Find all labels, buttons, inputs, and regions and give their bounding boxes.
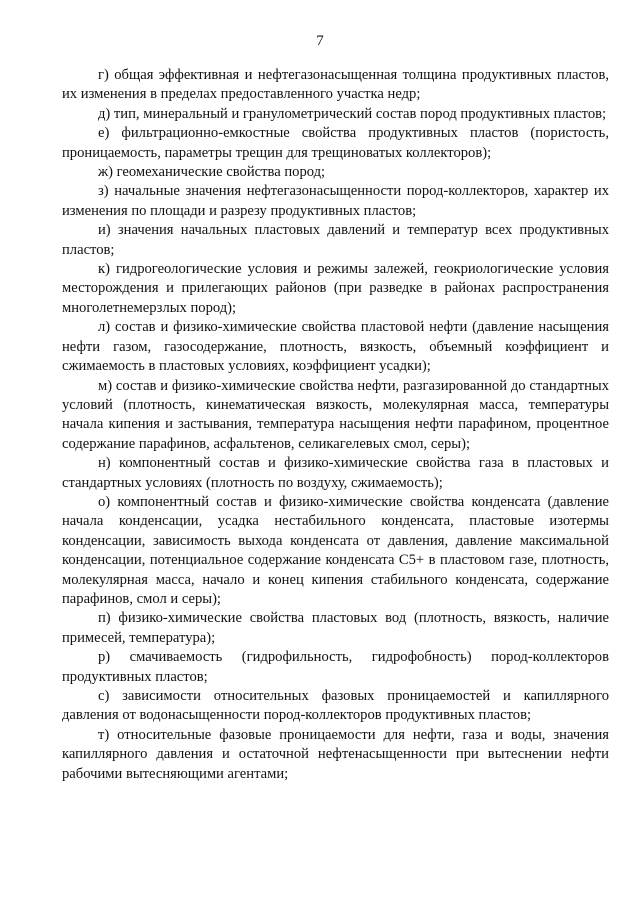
paragraph-g: г) общая эффективная и нефтегазонасыщенная толщина продуктивных пластов, их изменения в пределах предоставленного участка недр; (62, 67, 609, 103)
page-number: 7 (316, 33, 324, 49)
paragraph-k: к) гидрогеологические условия и режимы залежей, геокриологические условия месторождения и прилегающих районов (при разведке в районах распространения многолетнемерзлых пород); (62, 261, 609, 316)
document-body (62, 66, 609, 784)
paragraph-r: р) смачиваемость (гидрофильность, гидрофобность) пород-коллекторов продуктивных пластов; (62, 649, 609, 685)
paragraph-z: з) начальные значения нефтегазонасыщенности пород-коллекторов, характер их изменения по площади и разрезу продуктивных пластов; (62, 183, 609, 219)
paragraph-o: о) компонентный состав и физико-химические свойства конденсата (давление начала конденсации, усадка нестабильного конденсата, пластовые изотермы конденсации, зависимость выхода конденсата от давления, давление максимальной конденсации, потенциальное содержание конденсата С5+ в пластовом газе, плотность, молекулярная масса, начало и конец кипения стабильного конденсата, содержание парафинов, смол и серы); (62, 493, 609, 607)
paragraph-p: п) физико-химические свойства пластовых вод (плотность, вязкость, наличие примесей, температура); (62, 610, 609, 646)
paragraph-i: и) значения начальных пластовых давлений и температур всех продуктивных пластов; (62, 222, 609, 258)
paragraph-l: л) состав и физико-химические свойства пластовой нефти (давление насыщения нефти газом, газосодержание, плотность, вязкость, объемный коэффициент и сжимаемость в пластовых условиях, коэффициент усадки); (62, 319, 609, 375)
paragraph-e: е) фильтрационно-емкостные свойства продуктивных пластов (пористость, проницаемость, параметры трещин для трещиноватых коллекторов); (62, 125, 609, 161)
paragraph-n: н) компонентный состав и физико-химические свойства газа в пластовых и стандартных условиях (плотность по воздуху, сжимаемость); (62, 455, 609, 491)
paragraph-s: с) зависимости относительных фазовых проницаемостей и капиллярного давления от водонасыщенности пород-коллекторов продуктивных пластов; (62, 688, 609, 724)
paragraph-m: м) состав и физико-химические свойства нефти, разгазированной до стандартных условий (плотность, кинематическая вязкость, молекулярная масса, температуры начала кипения и застывания, температура насыщения нефти парафином, процентное содержание парафинов, асфальтенов, селикагелевых смол, серы); (62, 377, 609, 452)
paragraph-d: д) тип, минеральный и гранулометрический состав пород продуктивных пластов; (98, 105, 607, 122)
paragraph-t: т) относительные фазовые проницаемости для нефти, газа и воды, значения капиллярного давления и остаточной нефтенасыщенности при вытеснении нефти рабочими вытесняющими агентами; (62, 726, 609, 782)
paragraph-zh: ж) геомеханические свойства пород; (98, 164, 326, 181)
